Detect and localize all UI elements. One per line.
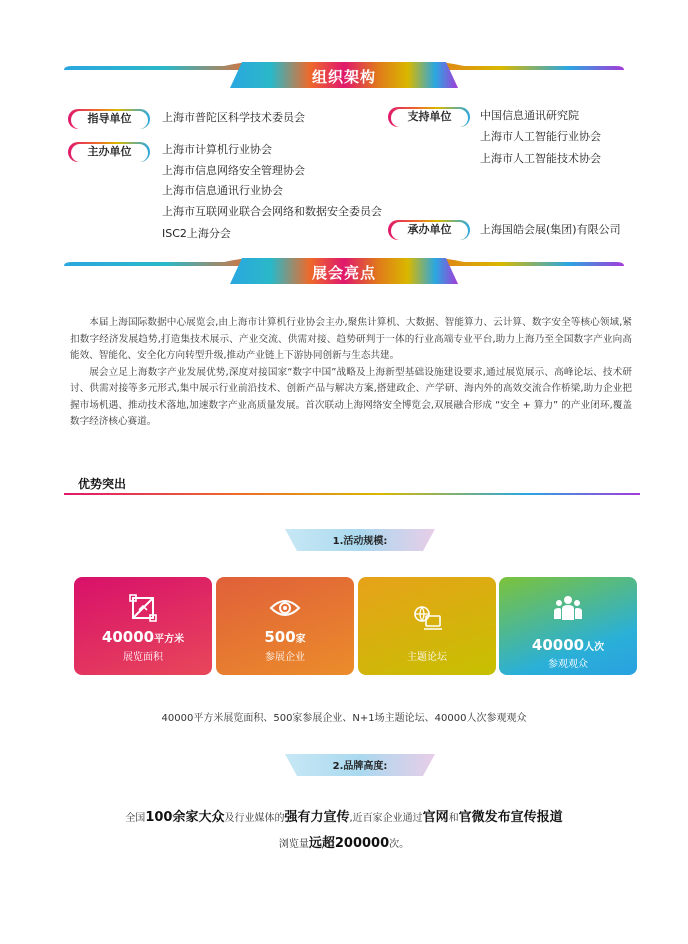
visitors-value: 40000 <box>531 636 585 654</box>
scale-tag <box>285 529 435 551</box>
brand-text: 全国 <box>125 813 146 824</box>
exhibitors-label: 参展企业 <box>265 652 305 663</box>
brand-text: 浏览量 <box>278 839 309 850</box>
exhibitors-value: 500 <box>264 628 296 646</box>
exhibitors-unit: 家 <box>295 634 306 645</box>
host-item: 上海市信息通讯行业协会 <box>162 184 283 197</box>
area-unit: 平方米 <box>154 634 185 645</box>
brand-text: 和 <box>448 813 459 824</box>
guide-item: 上海市普陀区科学技术委员会 <box>162 111 305 124</box>
brand-tag-label: 2.品牌高度: <box>332 761 388 772</box>
pill-host <box>68 142 150 162</box>
pill-support <box>388 107 470 127</box>
advantages-divider <box>64 493 640 495</box>
highlights-text <box>70 315 632 431</box>
org-title: 组织架构 <box>311 68 376 86</box>
host-item: 上海市信息网络安全管理协会 <box>162 164 305 177</box>
scale-summary: 40000平方米展览面积、500家参展企业、N+1场主题论坛、40000人次参观观众 <box>161 713 527 724</box>
brand-line-1 <box>0 806 688 825</box>
area-label: 展览面积 <box>123 652 163 663</box>
support-item: 上海市人工智能行业协会 <box>480 130 601 143</box>
brand-emph: 强有力宣传 <box>284 810 350 825</box>
highlights-para-1: 本届上海国际数据中心展览会,由上海市计算机行业协会主办,聚焦计算机、大数据、智能算力、云计算、数字安全等核心领域,紧扣数字经济发展趋势,打造集技术展示、产业交流、供需对接、趋势研判于一体的行业高端专业平台,助力上海乃至全国数字产业向高能效、智能化、安全化方向转型升级,推动产业链上下游协同创新与生态共建。 <box>70 317 632 361</box>
brand-emph: 官网 <box>422 810 449 825</box>
brand-text: 次。 <box>389 839 410 850</box>
brand-emph: 官微发布宣传报道 <box>458 810 563 825</box>
advantages-title: 优势突出 <box>78 477 127 491</box>
pill-host-label: 主办单位 <box>71 144 148 162</box>
brand-line-2 <box>0 832 688 851</box>
host-item: 上海市互联网业联合会网络和数据安全委员会 <box>162 205 382 218</box>
pill-organizer <box>388 220 470 240</box>
area-icon <box>74 594 212 622</box>
stat-card-area <box>74 577 212 675</box>
area-value: 40000 <box>101 628 155 646</box>
brand-text: ,近百家企业通过 <box>349 813 423 824</box>
brand-emph: 100余家大众 <box>145 810 225 825</box>
pill-support-label: 支持单位 <box>391 109 468 127</box>
brand-text: 及行业媒体的 <box>224 813 285 824</box>
org-banner <box>64 62 624 88</box>
highlights-banner <box>64 258 624 284</box>
visitors-label: 参观观众 <box>548 659 588 670</box>
highlights-para-2: 展会立足上海数字产业发展优势,深度对接国家“数字中国”战略及上海新型基础设施建设要求,通过展览展示、高峰论坛、技术研讨、供需对接等多元形式,集中展示行业前沿技术、创新产品与解决方案,搭建政企、产学研、海内外的高效交流合作桥梁,助力企业把握市场机遇、推动技术落地,加速数字产业高质量发展。首次联动上海网络安全博览会,双展融合形成 “安全 + 算力” 的产业闭环,覆盖数字经济核心赛道。 <box>70 366 632 427</box>
stat-card-exhibitors <box>216 577 354 675</box>
forum-icon <box>358 604 496 632</box>
support-item: 中国信息通讯研究院 <box>480 109 579 122</box>
highlights-title: 展会亮点 <box>311 264 376 282</box>
host-item: ISC2上海分会 <box>162 227 231 240</box>
host-item: 上海市计算机行业协会 <box>162 143 272 156</box>
visitors-unit: 人次 <box>584 642 605 653</box>
brand-tag <box>285 754 435 776</box>
people-icon <box>499 594 637 622</box>
pill-guide <box>68 109 150 129</box>
scale-tag-label: 1.活动规模: <box>332 536 388 547</box>
organizer-item: 上海国皓会展(集团)有限公司 <box>480 223 621 236</box>
stat-card-visitors <box>499 577 637 675</box>
eye-icon <box>216 594 354 622</box>
forum-label: 主题论坛 <box>407 652 447 663</box>
stat-card-forum <box>358 577 496 675</box>
support-item: 上海市人工智能技术协会 <box>480 152 601 165</box>
pill-guide-label: 指导单位 <box>71 111 148 129</box>
brand-emph: 远超200000 <box>308 836 390 851</box>
pill-organizer-label: 承办单位 <box>391 222 468 240</box>
